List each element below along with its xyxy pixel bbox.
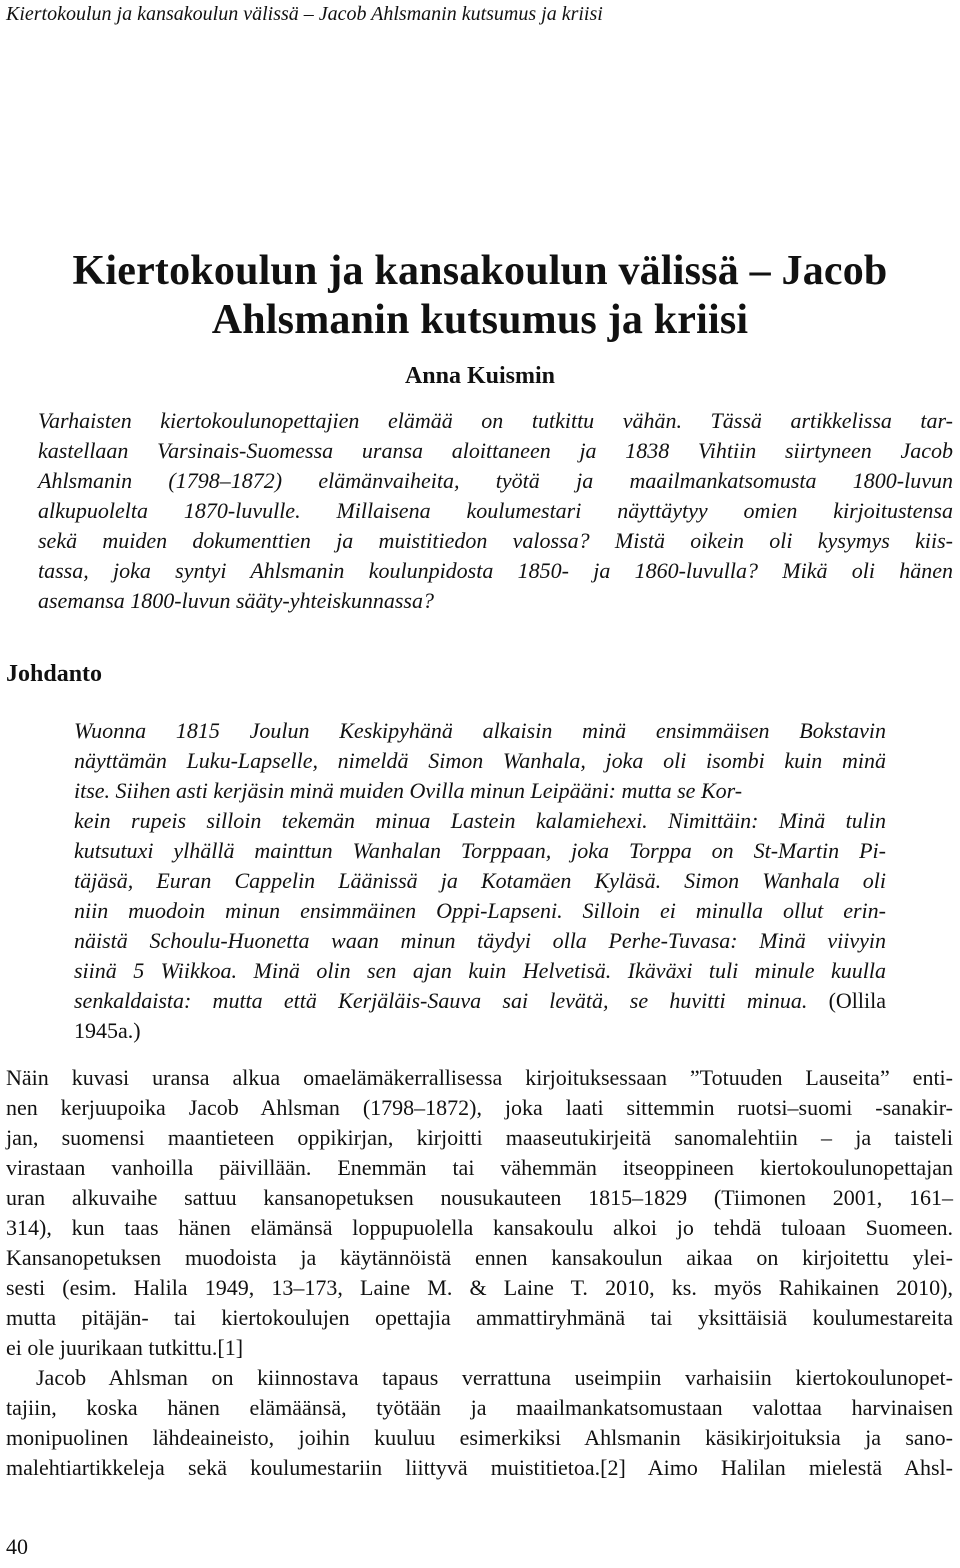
body-line: mutta pitäjän- tai kiertokoulujen opettajia ammattiryhmänä tai yksittäisiä koulumestareita [6, 1305, 953, 1330]
quote-line: kein rupeis silloin tekemän minua Lastein kalamiehexi. Nimittäin: Minä tulin [74, 808, 886, 833]
body-line: Näin kuvasi uransa alkua omaelämäkerrallisessa kirjoituksessaan ”Totuuden Lauseita” enti- [6, 1065, 953, 1090]
quote-line: näyttämän Luku-Lapselle, nimeldä Simon Wanhala, joka oli isombi kuin minä [74, 748, 886, 773]
article-title [0, 247, 960, 345]
quote-citation-end: 1945a.) [74, 1018, 141, 1043]
article-title-line-2: Ahlsmanin kutsumus ja kriisi [211, 297, 749, 343]
article-title-line-1: Kiertokoulun ja kansakoulun välissä – Jacob [72, 248, 888, 294]
body-text [6, 1063, 953, 1483]
quote-line: kutsutuxi ylhällä mainttun Wanhalan Torppaan, joka Torppa on St-Martin Pi- [74, 838, 886, 863]
quote-line: siinä 5 Wiikkoa. Minä olin sen ajan kuin Helvetisä. Ikäväxi tuli minule kuulla [74, 958, 886, 983]
block-quote [74, 716, 886, 1046]
body-line: nen kerjuupoika Jacob Ahlsman (1798–1872), joka laati sittemmin ruotsi–suomi -sanakir- [6, 1095, 953, 1120]
abstract-line: kastellaan Varsinais-Suomessa uransa aloittaneen ja 1838 Vihtiin siirtyneen Jacob [38, 438, 953, 463]
body-line: malehtiartikkeleja sekä koulumestariin liittyvä muistitietoa.[2] Aimo Halilan mielestä Ahsl- [6, 1455, 953, 1480]
quote-line-with-citation [74, 986, 886, 1016]
quote-line: niin muodoin minun ensimmäinen Oppi-Lapseni. Silloin ei minulla ollut erin- [74, 898, 886, 923]
author-name: Anna Kuismin [404, 363, 556, 389]
abstract-line: sekä muiden dokumenttien ja muistitiedon valossa? Mistä oikein oli kysymys kiis- [38, 528, 953, 553]
abstract-line: asemansa 1800-luvun sääty-yhteiskunnassa? [38, 588, 434, 613]
section-heading: Johdanto [6, 661, 103, 687]
body-line: virastaan vanhoilla päivillään. Enemmän tai vähemmän itseoppineen kiertokoulunopettajan [6, 1155, 953, 1180]
body-line: tajiin, koska hänen elämäänsä, työtään ja maailmankatsomustaan valottaa harvinaisen [6, 1395, 953, 1420]
body-line: Jacob Ahlsman on kiinnostava tapaus verrattuna useimpiin varhaisiin kiertokoulunopet- [36, 1365, 953, 1390]
page-number: 40 [6, 1534, 28, 1559]
quote-line: itse. Siihen asti kerjäsin minä muiden Ovilla minun Leipääni: mutta se Kor- [74, 778, 743, 803]
body-line: sesti (esim. Halila 1949, 13–173, Laine M. & Laine T. 2010, ks. myös Rahikainen 2010), [6, 1275, 953, 1300]
abstract-line: alkupuolelta 1870-luvulle. Millaisena koulumestari näyttäytyy omien kirjoitustensa [38, 498, 953, 523]
abstract [38, 406, 953, 616]
body-line: Kansanopetuksen muodoista ja käytännöistä ennen kansakoulun aikaa on kirjoitettu ylei- [6, 1245, 953, 1270]
quote-line: Wuonna 1815 Joulun Keskipyhänä alkaisin minä ensimmäisen Bokstavin [74, 718, 886, 743]
quote-citation: (Ollila [828, 988, 887, 1013]
quote-line: näistä Schoulu-Huonetta waan minun täydyi olla Perhe-Tuvasa: Minä viivyin [74, 928, 886, 953]
body-line: ei ole juurikaan tutkittu.[1] [6, 1335, 244, 1360]
abstract-line: Ahlsmanin (1798–1872) elämänvaiheita, työtä ja maailmankatsomusta 1800-luvun [38, 468, 953, 493]
abstract-line: tassa, joka syntyi Ahlsmanin koulunpidosta 1850- ja 1860-luvulla? Mikä oli hänen [38, 558, 953, 583]
abstract-line: Varhaisten kiertokoulunopettajien elämää on tutkittu vähän. Tässä artikkelissa tar- [38, 408, 953, 433]
quote-text: senkaldaista: mutta että Kerjäläis-Sauva sai levätä, se huvitti minua. [74, 988, 808, 1013]
body-line: monipuolinen lähdeaineisto, joihin kuuluu esimerkiksi Ahlsmanin käsikirjoituksia ja sano- [6, 1425, 953, 1450]
body-line: jan, suomensi maantieteen oppikirjan, kirjoitti maaseutukirjeitä sanomalehtiin – ja taisteli [6, 1125, 953, 1150]
body-line: 314), kun taas hänen elämänsä loppupuolella kansakoulu alkoi jo tehdä tuloaan Suomeen. [6, 1215, 953, 1240]
running-header: Kiertokoulun ja kansakoulun välissä – Jacob Ahlsmanin kutsumus ja kriisi [6, 3, 603, 25]
quote-line: täjäsä, Euran Cappelin Läänissä ja Kotamäen Kyläsä. Simon Wanhala oli [74, 868, 886, 893]
body-line: uran alkuvaihe sattuu kansanopetuksen nousukauteen 1815–1829 (Tiimonen 2001, 161– [6, 1185, 953, 1210]
